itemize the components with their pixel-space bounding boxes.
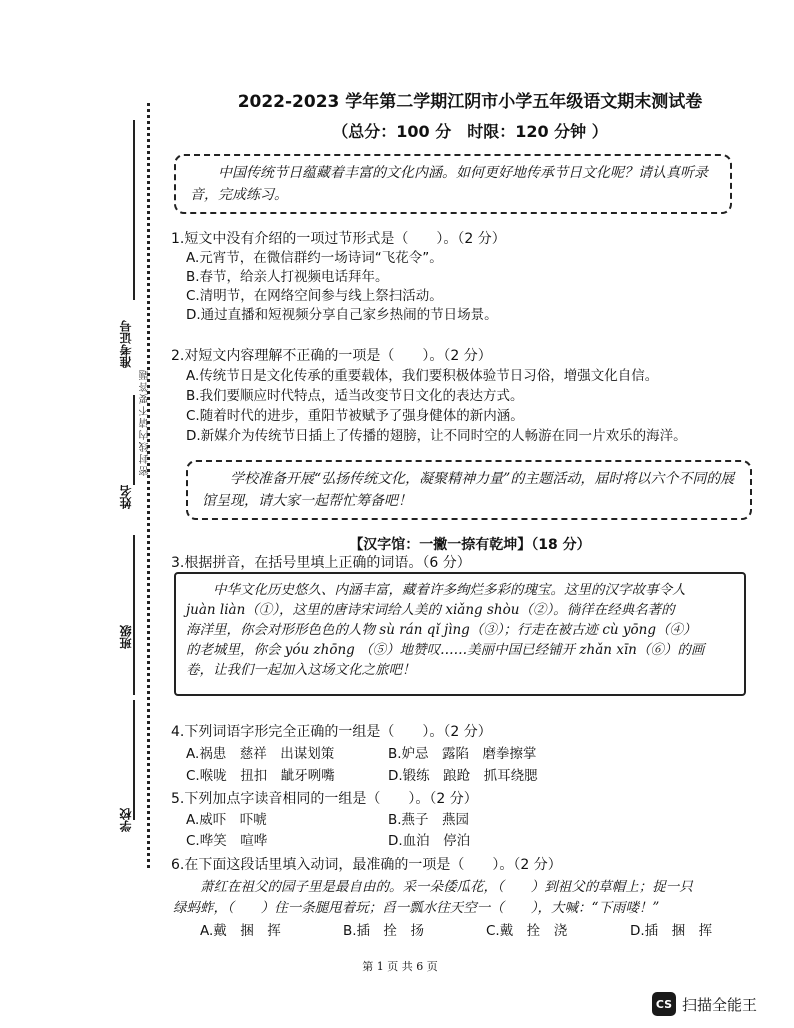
- question-6-option-c: C.戴 拴 浇: [486, 923, 568, 939]
- question-4-stem: 4.下列词语字形完全正确的一组是（ ）。（2 分）: [171, 724, 492, 740]
- question-1-option-b: B.春节，给亲人打视频电话拜年。: [186, 269, 389, 285]
- question-2-option-c: C.随着时代的进步，重阳节被赋予了强身健体的新内涵。: [186, 408, 524, 424]
- question-1-option-c: C.清明节，在网络空间参与线上祭扫活动。: [186, 288, 443, 304]
- question-5-option-c: C.哗笑 喧哗: [186, 833, 268, 849]
- watermark-text: 扫描全能王: [682, 995, 758, 1014]
- question-6-line-1: 萧红在祖父的园子里是最自由的。采一朵倭瓜花，（ ）到祖父的草帽上；捉一只: [200, 879, 693, 895]
- name-label: 姓名: [119, 485, 133, 509]
- question-1-option-a: A.元宵节，在微信群约一场诗词“飞花令”。: [186, 250, 443, 266]
- binding-line: [147, 103, 150, 868]
- question-3-line-3: 海洋里，你会对形形色色的人物 sù rán qǐ jìng（③）；行走在被古迹 cù yōng（④）: [186, 622, 697, 638]
- question-5-stem: 5.下列加点字读音相同的一组是（ ）。（2 分）: [171, 791, 478, 807]
- question-1-stem: 1.短文中没有介绍的一项过节形式是（ ）。（2 分）: [171, 231, 506, 247]
- question-6-line-2: 绿蚂蚱，（ ）住一条腿甩着玩；舀一瓢水往天空一（ ），大喊：“下雨喽！”: [173, 900, 660, 916]
- question-6-option-a: A.戴 捆 挥: [200, 923, 281, 939]
- scanner-watermark: [652, 991, 757, 1017]
- question-4-option-d: D.锻练 踉跄 抓耳绕腮: [388, 768, 538, 784]
- question-2-option-b: B.我们要顺应时代特点，适当改变节日文化的表达方式。: [186, 388, 524, 404]
- question-3-line-4: 的老城里，你会 yóu zhōng （⑤）地赞叹……美丽中国已经铺开 zhǎn xīn（⑥）的画: [186, 642, 705, 658]
- question-4-option-b: B.妒忌 露陷 磨拳擦掌: [388, 746, 537, 762]
- question-5-option-b: B.燕子 燕园: [388, 812, 470, 828]
- question-6-option-b: B.插 拴 扬: [343, 923, 425, 939]
- section-title-hanzi: 【汉字馆：一撇一捺有乾坤】（18 分）: [349, 537, 591, 553]
- question-2-option-d: D.新媒介为传统节日插上了传播的翅膀，让不同时空的人畅游在同一片欢乐的海洋。: [186, 428, 687, 444]
- margin-rule-school: [133, 700, 135, 820]
- exam-number-label: 准考证号: [119, 320, 133, 368]
- question-4-option-c: C.喉咙 扭扣 龇牙咧嘴: [186, 768, 335, 784]
- question-4-option-a: A.祸患 慈祥 出谋划策: [186, 746, 335, 762]
- margin-rule-top: [133, 120, 135, 300]
- page-footer: 第 1 页 共 6 页: [362, 960, 438, 973]
- question-6-option-d: D.插 捆 挥: [630, 923, 713, 939]
- question-6-stem: 6.在下面这段话里填入动词，最准确的一项是（ ）。（2 分）: [171, 857, 562, 873]
- camscanner-logo-icon: CS: [652, 992, 676, 1016]
- listening-intro-box: 中国传统节日蕴藏着丰富的文化内涵。如何更好地传承节日文化呢？请认真听录音，完成练习。: [174, 154, 732, 214]
- question-5-option-a: A.威吓 吓唬: [186, 812, 267, 828]
- question-3-line-2: juàn liàn（①），这里的唐诗宋词给人美的 xiǎng shòu（②）。徜徉在经典名著的: [186, 602, 675, 618]
- question-1-option-d: D.通过直播和短视频分享自己家乡热闹的节日场景。: [186, 307, 498, 323]
- question-3-line-5: 卷，让我们一起加入这场文化之旅吧！: [186, 662, 416, 678]
- class-label: 班级: [119, 625, 133, 649]
- question-2-stem: 2.对短文内容理解不正确的一项是（ ）。（2 分）: [171, 348, 492, 364]
- seal-warning: 密封线内请不要答题: [140, 368, 151, 476]
- exam-title: 2022-2023 学年第二学期江阴市小学五年级语文期末测试卷: [237, 92, 703, 112]
- exam-subtitle: （总分：100 分 时限：120 分钟 ）: [332, 122, 608, 141]
- margin-rule-class: [133, 535, 135, 695]
- margin-rule-name: [133, 395, 135, 485]
- activity-intro-box: 学校准备开展“弘扬传统文化，凝聚精神力量”的主题活动，届时将以六个不同的展馆呈现，请大家一起帮忙筹备吧！: [186, 460, 752, 520]
- question-2-option-a: A.传统节日是文化传承的重要载体，我们要积极体验节日习俗，增强文化自信。: [186, 368, 659, 384]
- question-3-passage-box: [174, 572, 746, 696]
- question-3-stem: 3.根据拼音，在括号里填上正确的词语。（6 分）: [171, 555, 471, 571]
- question-5-option-d: D.血泊 停泊: [388, 833, 471, 849]
- school-label: 学校: [119, 808, 133, 832]
- question-3-line-1: 中华文化历史悠久、内涵丰富，藏着许多绚烂多彩的瑰宝。这里的汉字故事令人: [213, 582, 686, 598]
